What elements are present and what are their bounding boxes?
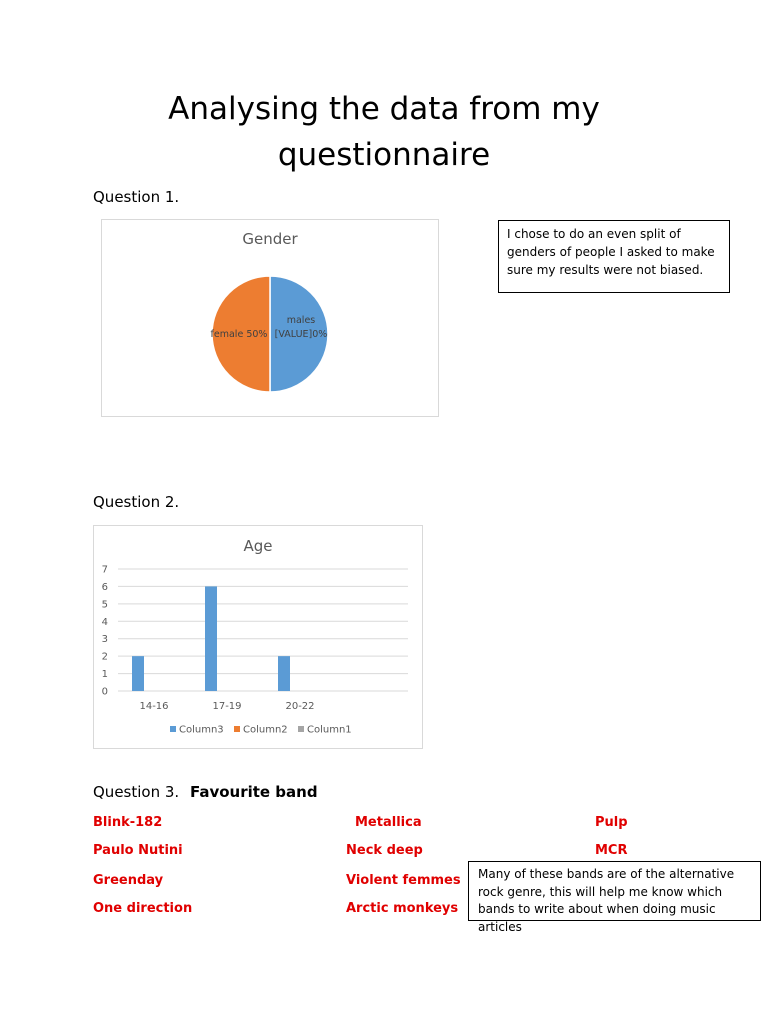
band-item: Blink-182 <box>93 815 163 830</box>
page-title <box>0 86 768 178</box>
y-tick-label: 6 <box>101 581 108 593</box>
gender-chart <box>101 219 439 417</box>
band-item: Neck deep <box>346 843 423 858</box>
x-tick-label: 14-16 <box>139 701 169 712</box>
legend-label-Column3: Column3 <box>179 724 224 736</box>
gender-pie-svg <box>102 220 438 416</box>
age-chart <box>93 525 423 749</box>
page-title-line-2: questionnaire <box>277 137 491 173</box>
y-tick-label: 5 <box>101 599 108 611</box>
legend-swatch-Column2 <box>234 726 240 732</box>
pie-label-female: female 50% <box>210 329 268 340</box>
band-item: Metallica <box>355 815 422 830</box>
y-tick-label: 7 <box>101 564 108 576</box>
question-2-label: Question 2. <box>93 493 180 511</box>
x-tick-label: 20-22 <box>285 701 315 712</box>
band-item: Paulo Nutini <box>93 843 183 858</box>
y-tick-label: 1 <box>101 669 108 681</box>
age-bar-svg <box>94 526 422 748</box>
band-item: Greenday <box>93 873 164 888</box>
bar-Column3-20-22 <box>278 656 290 691</box>
gender-chart-title: Gender <box>242 230 298 248</box>
y-tick-label: 3 <box>101 634 108 646</box>
question-3-note: Many of these bands are of the alternative rock genre, this will help me know which bands to write about when doing music articles <box>468 861 761 921</box>
question-1-label: Question 1. <box>93 188 180 206</box>
legend-swatch-Column3 <box>170 726 176 732</box>
band-item: Arctic monkeys <box>346 901 459 916</box>
question-3-label <box>93 783 318 801</box>
band-item: One direction <box>93 901 193 916</box>
age-chart-title: Age <box>243 537 273 555</box>
page-title-line-1: Analysing the data from my <box>168 91 600 127</box>
pie-label-males-value: [VALUE]0% <box>274 329 328 340</box>
bar-Column3-17-19 <box>205 586 217 691</box>
legend-label-Column1: Column1 <box>307 724 352 736</box>
band-item: Pulp <box>595 815 628 830</box>
band-item: Violent femmes <box>346 873 461 888</box>
question-3-heading: Favourite band <box>189 783 318 801</box>
y-tick-label: 0 <box>101 686 108 698</box>
x-tick-label: 17-19 <box>212 701 242 712</box>
question-1-note: I chose to do an even split of genders of people I asked to make sure my results were not biased. <box>498 220 730 293</box>
bar-Column3-14-16 <box>132 656 144 691</box>
pie-label-males: males <box>286 315 316 326</box>
legend-label-Column2: Column2 <box>243 724 288 736</box>
y-tick-label: 2 <box>101 651 108 663</box>
y-tick-label: 4 <box>101 616 108 628</box>
band-item: MCR <box>595 843 628 858</box>
legend-swatch-Column1 <box>298 726 304 732</box>
question-3-number: Question 3. <box>93 783 180 801</box>
